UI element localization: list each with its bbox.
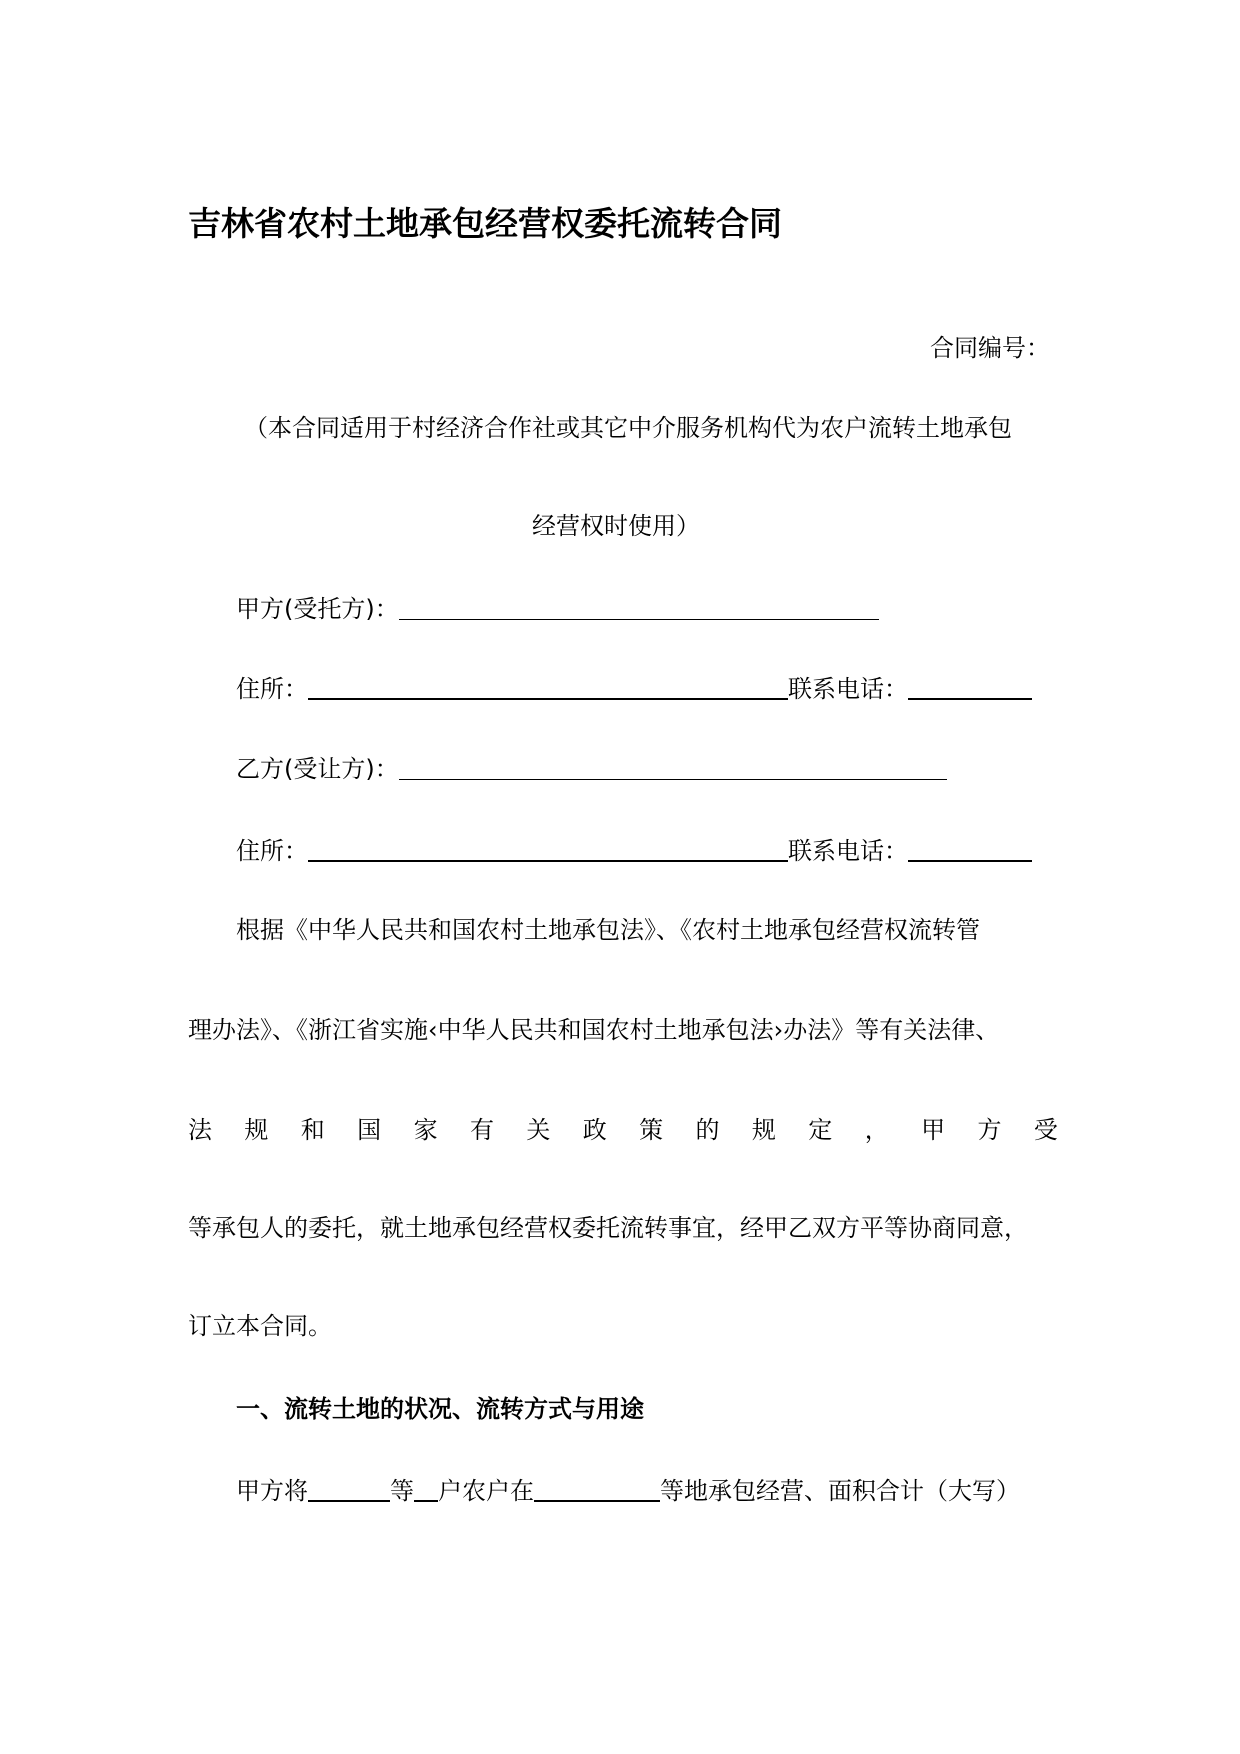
section-1-text-3: 户农户在	[438, 1477, 534, 1505]
party-a-phone-label: 联系电话：	[788, 675, 908, 703]
party-b-phone-label: 联系电话：	[788, 837, 908, 865]
party-a-row	[236, 593, 879, 625]
document-title: 吉林省农村土地承包经营权委托流转合同	[188, 204, 782, 243]
section-1-text-1: 甲方将	[236, 1477, 308, 1505]
body-line-3-char: 有	[469, 1116, 494, 1144]
body-line-3-char: 和	[300, 1116, 325, 1144]
body-line-3-char: 甲	[921, 1116, 946, 1144]
contract-number-label: 合同编号：	[930, 334, 1050, 362]
body-line-3-char: 定	[808, 1116, 833, 1144]
party-a-name-blank[interactable]	[399, 593, 879, 620]
body-line-3	[188, 1114, 1058, 1146]
party-b-address-blank[interactable]	[308, 834, 788, 862]
body-line-3-char: 的	[695, 1116, 720, 1144]
village-name-blank[interactable]	[308, 1474, 390, 1502]
party-b-row	[236, 753, 947, 785]
household-count-blank[interactable]	[414, 1474, 438, 1502]
body-line-3-char: 法	[188, 1116, 212, 1144]
body-line-4: 等承包人的委托，就土地承包经营权委托流转事宜，经甲乙双方平等协商同意，	[188, 1214, 1028, 1242]
body-line-2: 理办法》、《浙江省实施‹中华人民共和国农村土地承包法›办法》等有关法律、	[188, 1016, 1000, 1044]
party-b-label: 乙方(受让方)：	[236, 755, 399, 783]
body-line-3-char: 关	[526, 1116, 551, 1144]
body-line-3-char: 家	[413, 1116, 438, 1144]
body-line-3-char: 国	[357, 1116, 382, 1144]
body-line-5: 订立本合同。	[188, 1312, 332, 1340]
party-b-address-label: 住所：	[236, 837, 308, 865]
location-blank[interactable]	[534, 1474, 660, 1502]
body-line-3-char: 受	[1033, 1116, 1058, 1144]
party-b-name-blank[interactable]	[399, 753, 947, 780]
party-a-address-label: 住所：	[236, 675, 308, 703]
party-a-phone-blank[interactable]	[908, 672, 1032, 700]
party-b-phone-blank[interactable]	[908, 834, 1032, 862]
usage-note-line-1: （本合同适用于村经济合作社或其它中介服务机构代为农户流转土地承包	[244, 414, 1012, 442]
section-1-paragraph	[236, 1474, 1020, 1507]
section-1-text-2: 等	[390, 1477, 414, 1505]
body-line-3-char: ，	[864, 1116, 889, 1144]
party-a-address-row	[236, 672, 1032, 705]
party-a-label: 甲方(受托方)：	[236, 595, 399, 623]
body-line-3-char: 策	[639, 1116, 664, 1144]
body-line-3-char: 规	[244, 1116, 269, 1144]
section-1-text-4: 等地承包经营、面积合计（大写）	[660, 1477, 1020, 1505]
party-a-address-blank[interactable]	[308, 672, 788, 700]
section-1-heading: 一、流转土地的状况、流转方式与用途	[236, 1395, 644, 1423]
body-line-3-char: 规	[751, 1116, 776, 1144]
body-line-1: 根据《中华人民共和国农村土地承包法》、《农村土地承包经营权流转管	[236, 916, 980, 944]
body-line-3-char: 方	[977, 1116, 1002, 1144]
party-b-address-row	[236, 834, 1032, 867]
usage-note-line-2: 经营权时使用）	[532, 512, 700, 540]
body-line-3-char: 政	[582, 1116, 607, 1144]
